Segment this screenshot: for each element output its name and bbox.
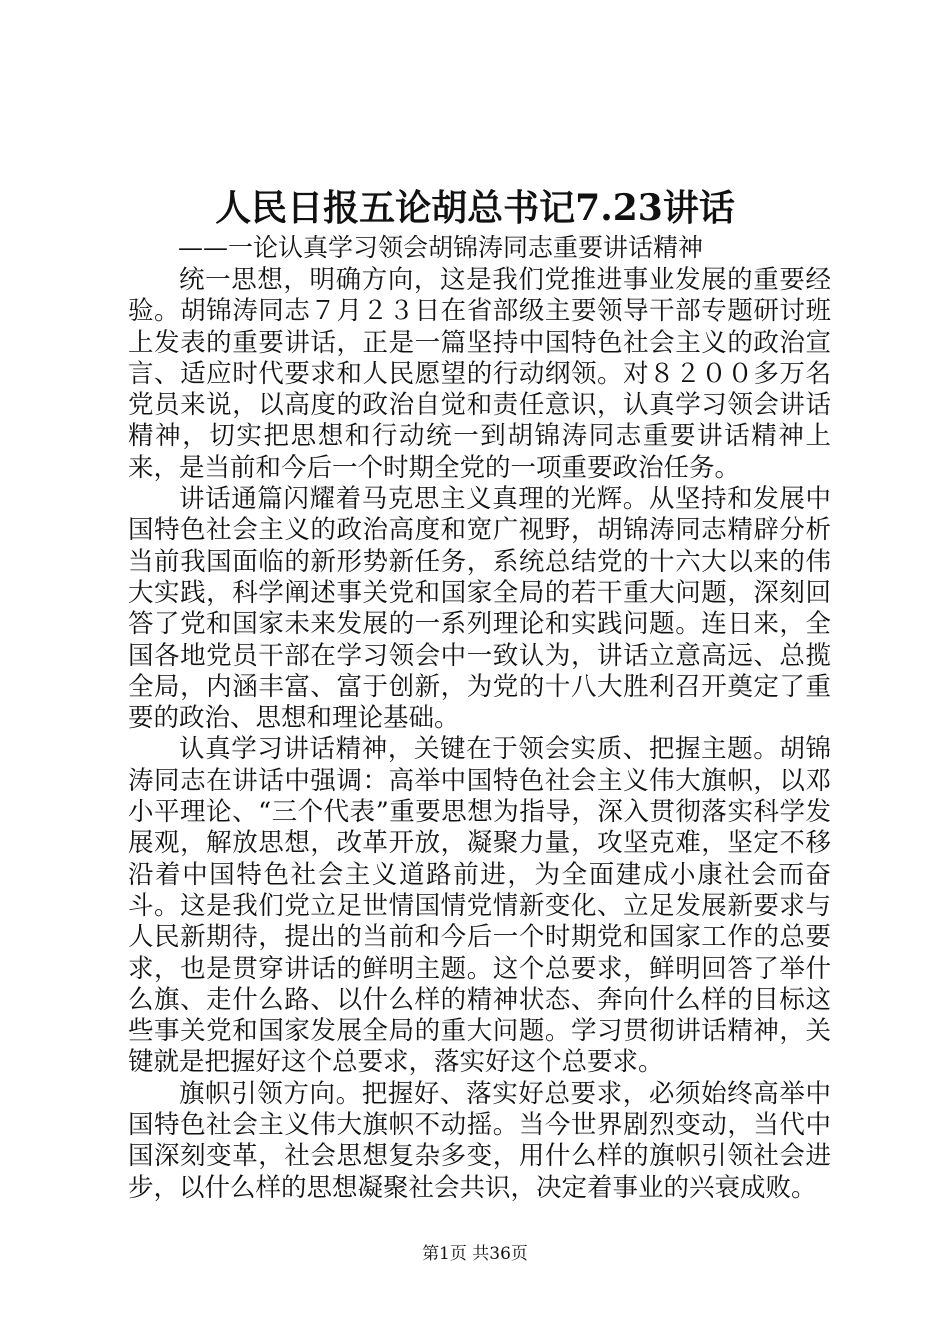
document-subtitle: ——一论认真学习领会胡锦涛同志重要讲话精神 [178,233,704,262]
page-footer: 第1页 共36页 [422,1244,528,1264]
document-body [128,265,831,1204]
document-title: 人民日报五论胡总书记7.23讲话 [215,187,735,229]
body-paragraph: 认真学习讲话精神，关键在于领会实质、把握主题。胡锦涛同志在讲话中强调：高举中国特色社会主义伟大旗帜，以邓小平理论、“三个代表”重要思想为指导，深入贯彻落实科学发展观，解放思想，改革开放，凝聚力量，攻坚克难，坚定不移沿着中国特色社会主义道路前进，为全面建成小康社会而奋斗。这是我们党立足世情国情党情新变化、立足发展新要求与人民新期待，提出的当前和今后一个时期党和国家工作的总要求，也是贯穿讲话的鲜明主题。这个总要求，鲜明回答了举什么旗、走什么路、以什么样的精神状态、奔向什么样的目标这些事关党和国家发展全局的重大问题。学习贯彻讲话精神，关键就是把握好这个总要求，落实好这个总要求。 [128,734,831,1078]
body-paragraph: 旗帜引领方向。把握好、落实好总要求，必须始终高举中国特色社会主义伟大旗帜不动摇。当今世界剧烈变动，当代中国深刻变革，社会思想复杂多变，用什么样的旗帜引领社会进步，以什么样的思想凝聚社会共识，决定着事业的兴衰成败。 [128,1078,831,1203]
body-paragraph: 讲话通篇闪耀着马克思主义真理的光辉。从坚持和发展中国特色社会主义的政治高度和宽广视野，胡锦涛同志精辟分析当前我国面临的新形势新任务，系统总结党的十六大以来的伟大实践，科学阐述事关党和国家全局的若干重大问题，深刻回答了党和国家未来发展的一系列理论和实践问题。连日来，全国各地党员干部在学习领会中一致认为，讲话立意高远、总揽全局，内涵丰富、富于创新，为党的十八大胜利召开奠定了重要的政治、思想和理论基础。 [128,484,831,734]
body-paragraph: 统一思想，明确方向，这是我们党推进事业发展的重要经验。胡锦涛同志７月２３日在省部级主要领导干部专题研讨班上发表的重要讲话，正是一篇坚持中国特色社会主义的政治宣言、适应时代要求和人民愿望的行动纲领。对８２００多万名党员来说，以高度的政治自觉和责任意识，认真学习领会讲话精神，切实把思想和行动统一到胡锦涛同志重要讲话精神上来，是当前和今后一个时期全党的一项重要政治任务。 [128,265,831,483]
